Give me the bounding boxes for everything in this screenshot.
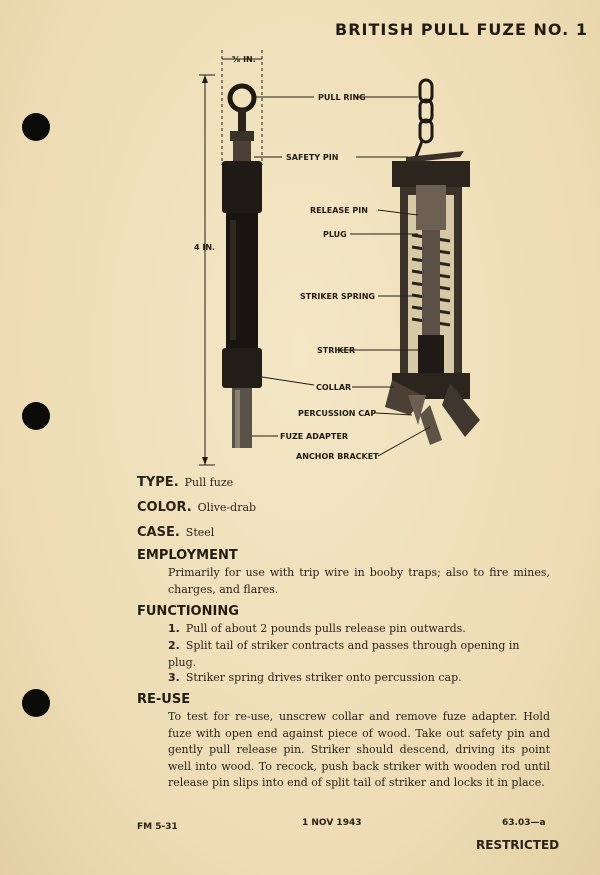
employment-text: Primarily for use with trip wire in booby traps; also to fire mines, charges, and flares.: [168, 566, 550, 596]
reuse-heading: RE-USE: [137, 692, 191, 707]
employment-heading: EMPLOYMENT: [137, 548, 238, 563]
functioning-item: [168, 638, 550, 671]
label-collar: COLLAR: [316, 383, 352, 392]
binder-hole: [22, 689, 50, 717]
label-release-pin: RELEASE PIN: [310, 206, 368, 215]
footer-manual: FM 5-31: [137, 822, 178, 832]
functioning-heading: FUNCTIONING: [137, 604, 239, 619]
item-number: 3.: [168, 671, 180, 684]
functioning-item: [168, 621, 550, 638]
spec-type-value: Pull fuze: [184, 476, 234, 489]
label-striker: STRIKER: [317, 346, 356, 355]
functioning-item: [168, 670, 550, 687]
item-number: 1.: [168, 622, 180, 635]
spec-type-label: TYPE.: [137, 475, 179, 490]
item-text: Pull of about 2 pounds pulls release pin outwards.: [185, 622, 466, 635]
item-number: 2.: [168, 639, 180, 652]
fuze-diagram: [180, 45, 570, 470]
fuze-cutaway-illustration: [385, 80, 480, 445]
label-safety-pin: SAFETY PIN: [286, 153, 339, 162]
fuze-exterior-illustration: [199, 50, 262, 465]
binder-hole: [22, 113, 50, 141]
spec-color-value: Olive-drab: [197, 501, 257, 514]
spec-type: [137, 475, 233, 490]
label-striker-spring: STRIKER SPRING: [300, 292, 375, 301]
spec-color: [137, 500, 256, 515]
item-text: Split tail of striker contracts and passes through opening in plug.: [168, 639, 520, 669]
label-fuze-adapter: FUZE ADAPTER: [280, 432, 348, 441]
dimension-length: 4 IN.: [194, 243, 216, 252]
footer-page-code: 63.03—a: [502, 818, 546, 828]
spec-case-value: Steel: [185, 526, 215, 539]
spec-color-label: COLOR.: [137, 500, 192, 515]
label-percussion-cap: PERCUSSION CAP: [298, 409, 377, 418]
label-pull-ring: PULL RING: [318, 93, 366, 102]
footer-date: 1 NOV 1943: [302, 818, 362, 828]
label-plug: PLUG: [323, 230, 347, 239]
dimension-width: ⅝ IN.: [232, 55, 256, 64]
label-anchor-bracket: ANCHOR BRACKET: [296, 452, 379, 461]
page-title: BRITISH PULL FUZE NO. 1: [335, 20, 588, 39]
binder-hole: [22, 402, 50, 430]
reuse-text: To test for re-use, unscrew collar and remove fuze adapter. Hold fuze with open end against piece of wood. Take out safety pin and gently pull release pin. Striker should descend, driving its point well into wood. To recock, push back striker with wooden rod until release pin slips into end of split tail of striker and locks it in place.: [168, 710, 550, 789]
item-text: Striker spring drives striker onto percussion cap.: [185, 671, 462, 684]
footer-classification: RESTRICTED: [476, 838, 560, 852]
spec-case: [137, 525, 214, 540]
spec-case-label: CASE.: [137, 525, 180, 540]
